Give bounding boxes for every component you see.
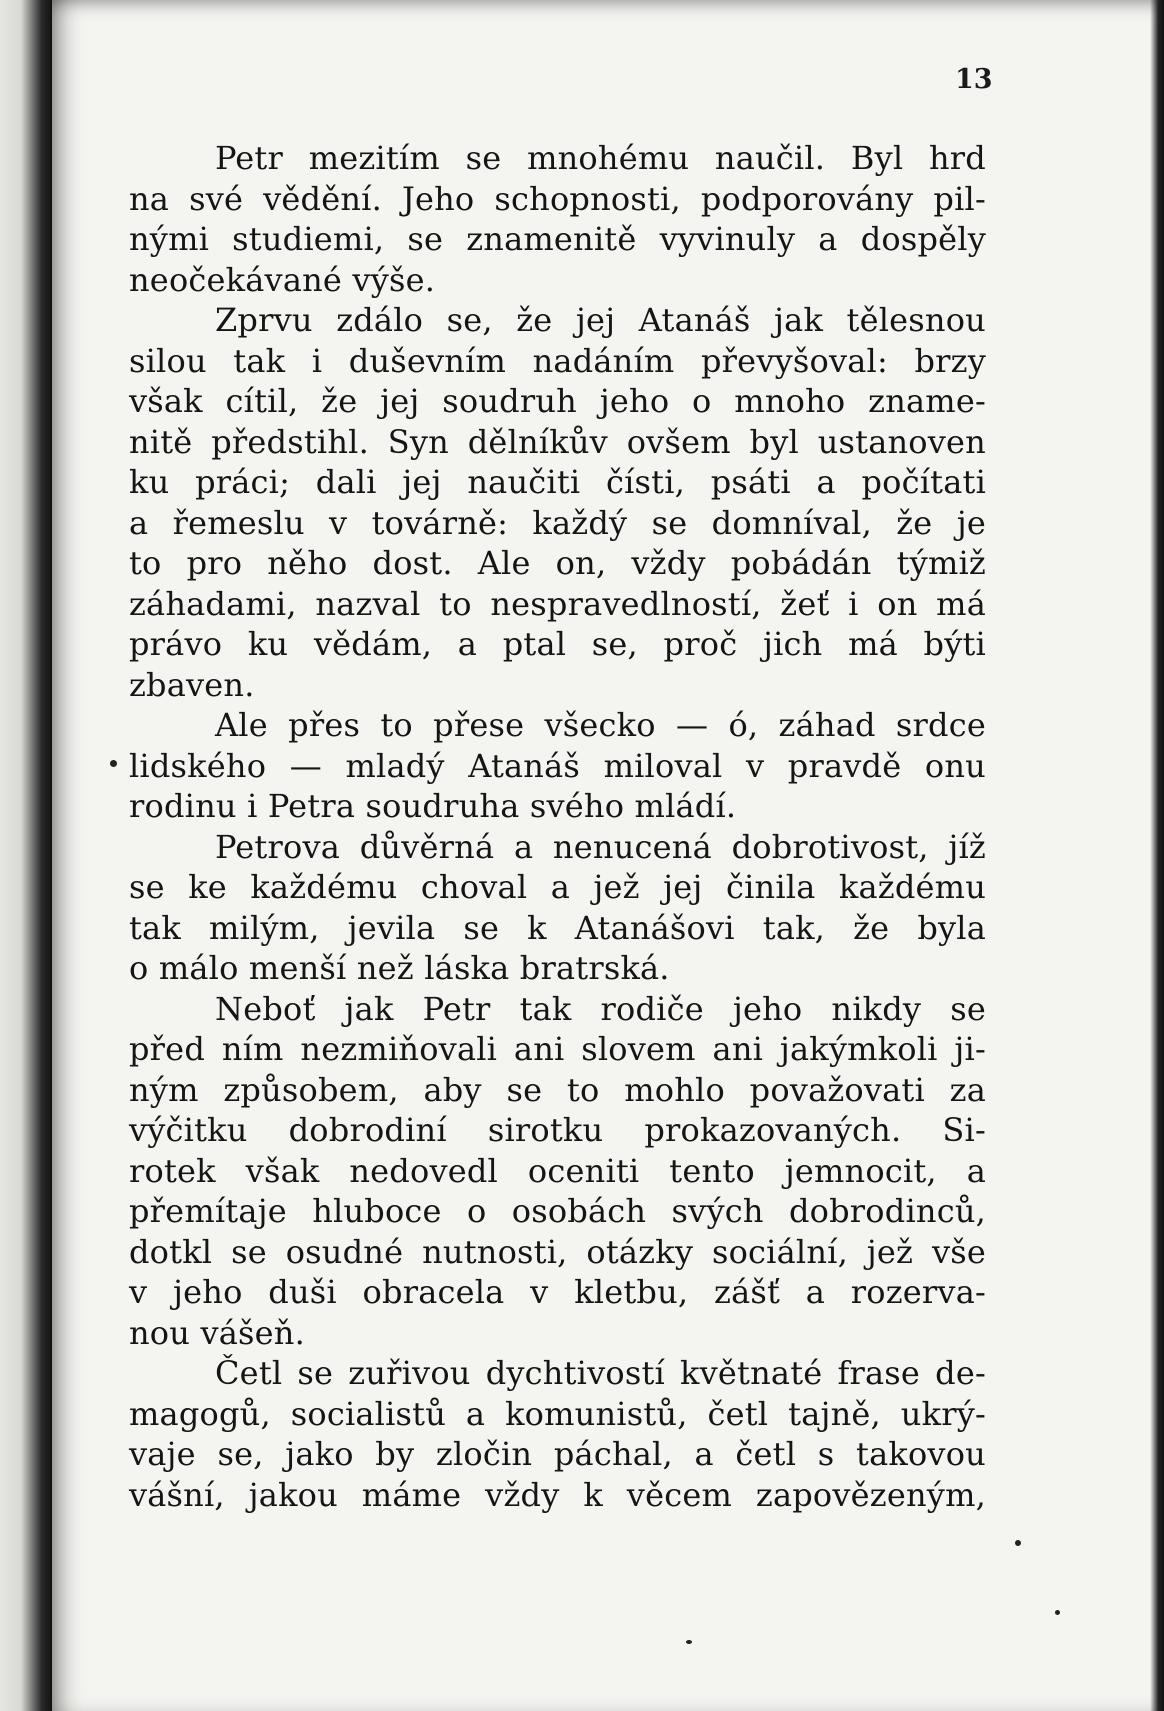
text-line: vášní, jakou máme vždy k věcem zapovězeným, <box>129 1475 986 1514</box>
text-line: magogů, socialistů a komunistů, četl tajně, ukrý- <box>129 1394 986 1433</box>
text-line: Neboť jak Petr tak rodiče jeho nikdy se <box>215 989 986 1028</box>
text-line: rodinu i Petra soudruha svého mládí. <box>129 787 737 825</box>
print-speck <box>686 1640 692 1644</box>
text-line: Petrova důvěrná a nenucená dobrotivost, jíž <box>215 827 986 866</box>
text-line: však cítil, že jej soudruh jeho o mnoho zname- <box>129 382 986 420</box>
text-line: se ke každému choval a jež jej činila každému <box>129 868 986 906</box>
text-line: ným způsobem, aby se to mohlo považovati za <box>129 1070 986 1109</box>
text-line: to pro něho dost. Ale on, vždy pobádán týmiž <box>129 544 986 582</box>
page-shadow-edge <box>1150 0 1164 1711</box>
text-line: nými studiemi, se znamenitě vyvinuly a dospěly <box>129 220 986 258</box>
text-line: tak milým, jevila se k Atanášovi tak, že byla <box>129 908 986 947</box>
print-speck <box>1055 1610 1060 1615</box>
text-line: právo ku vědám, a ptal se, proč jich má býti <box>129 625 986 663</box>
text-line: nou vášeň. <box>129 1313 305 1352</box>
text-line: neočekávané výše. <box>129 260 436 299</box>
text-line: přemítaje hluboce o osobách svých dobrodinců, <box>129 1192 986 1230</box>
text-line: vaje se, jako by zločin páchal, a četl s takovou <box>129 1435 986 1473</box>
print-speck <box>1015 1540 1021 1546</box>
page-number: 13 <box>955 64 993 95</box>
text-line: lidského — mladý Atanáš miloval v pravdě onu <box>129 746 986 785</box>
text-line: dotkl se osudné nutnosti, otázky sociální, jež vše <box>129 1232 986 1271</box>
body-text <box>129 138 986 1515</box>
text-line: Četl se zuřivou dychtivostí květnaté frase de- <box>215 1354 986 1392</box>
text-line: Petr mezitím se mnohému naučil. Byl hrd <box>215 139 986 177</box>
text-line: zbaven. <box>129 665 255 704</box>
text-line: výčitku dobrodiní sirotku prokazovaných. Si- <box>129 1111 986 1149</box>
text-line: před ním nezmiňovali ani slovem ani jakýmkoli ji- <box>129 1030 986 1068</box>
text-line: silou tak i duševním nadáním převyšoval: brzy <box>129 341 986 380</box>
text-line: ku práci; dali jej naučiti čísti, psáti a počítati <box>129 463 986 501</box>
text-line: Ale přes to přese všecko — ó, záhad srdce <box>215 706 986 744</box>
text-line: o málo menší než láska bratrská. <box>129 949 670 987</box>
text-line: v jeho duši obracela v kletbu, zášť a rozerva- <box>129 1273 986 1311</box>
text-line: nitě předstihl. Syn dělníkův ovšem byl ustanoven <box>129 422 986 461</box>
binding-edge <box>0 0 52 1711</box>
text-line: a řemeslu v továrně: každý se domníval, že je <box>129 503 986 542</box>
print-speck <box>110 760 117 767</box>
text-line: rotek však nedovedl oceniti tento jemnocit, a <box>129 1151 986 1190</box>
text-line: na své vědění. Jeho schopnosti, podporovány pil- <box>129 179 986 218</box>
text-line: Zprvu zdálo se, že jej Atanáš jak tělesnou <box>215 301 986 339</box>
text-line: záhadami, nazval to nespravedlností, žeť i on má <box>129 584 986 623</box>
